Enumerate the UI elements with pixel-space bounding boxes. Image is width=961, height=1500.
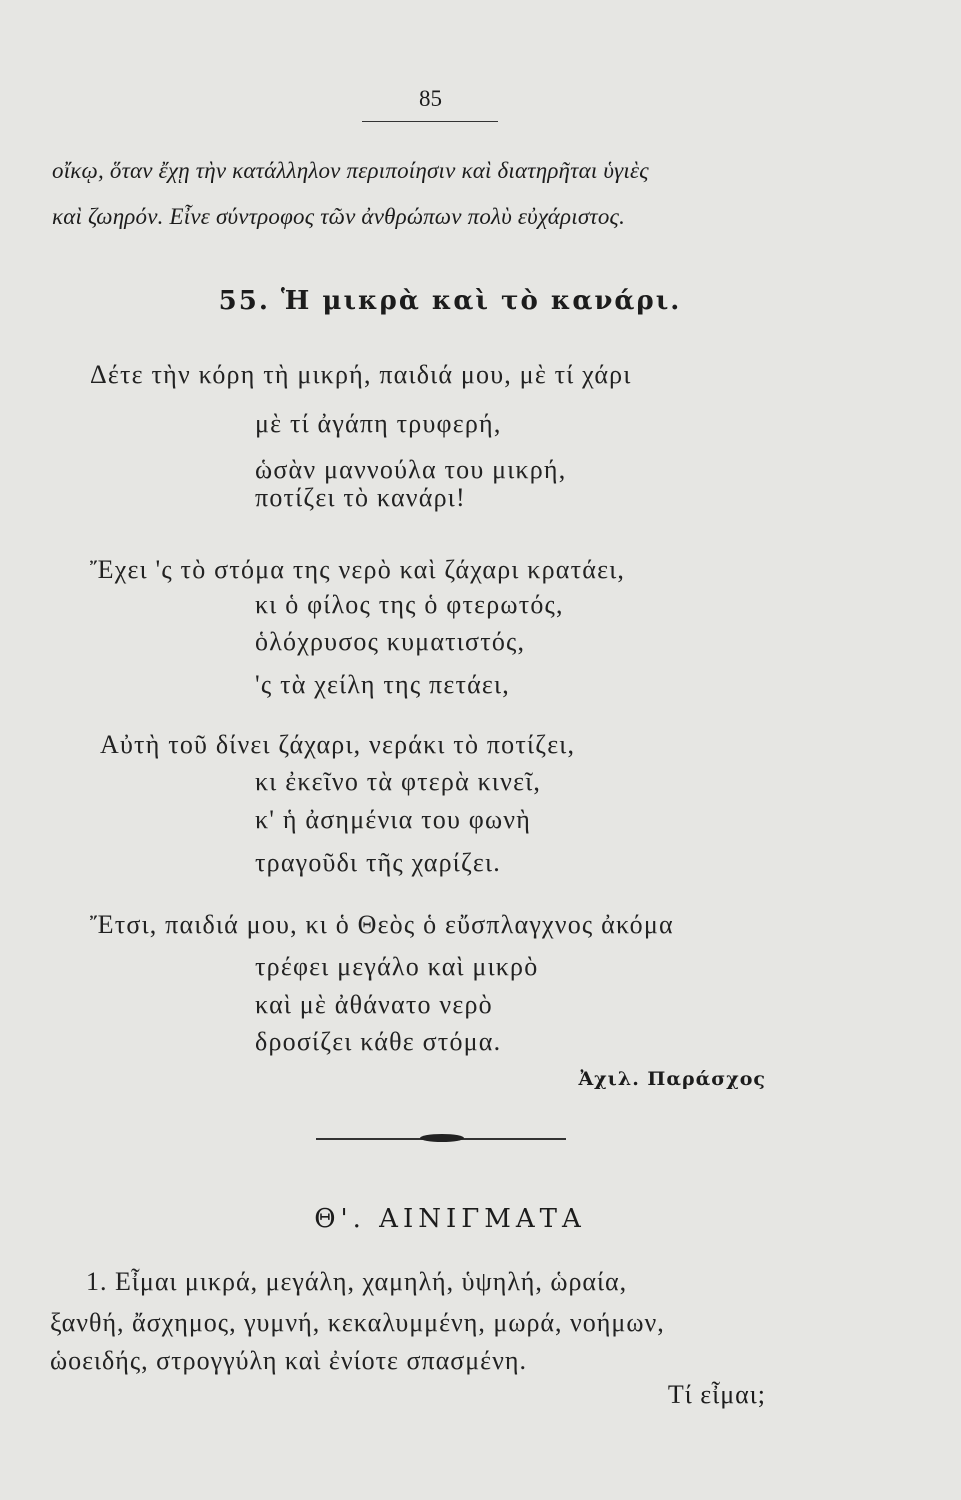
header-rule	[362, 121, 498, 122]
verse-line: δροσίζει κάθε στόμα.	[255, 1027, 502, 1056]
verse-line: κι ὁ φίλος της ὁ φτερωτός,	[255, 590, 564, 619]
verse-line: τρέφει μεγάλο καὶ μικρὸ	[255, 952, 539, 981]
section-divider-ornament	[316, 1137, 566, 1141]
riddle-question: Τί εἶμαι;	[667, 1380, 766, 1409]
verse-line: τραγοῦδι τῆς χαρίζει.	[255, 848, 501, 877]
verse-line: ὡσὰν μαννούλα του μικρή,	[255, 455, 567, 484]
riddle-line-3: ὡοειδής, στρογγύλη καὶ ἐνίοτε σπασμένη.	[50, 1346, 527, 1375]
poem-author: Ἀχιλ. Παράσχος	[578, 1068, 766, 1090]
verse-line: ὁλόχρυσος κυματιστός,	[255, 627, 526, 656]
verse-line: 'ς τὰ χείλη της πετάει,	[255, 670, 510, 699]
verse-line: ποτίζει τὸ κανάρι!	[255, 483, 466, 512]
poem-title: 55. Ἡ μικρὰ καὶ τὸ κανάρι.	[218, 286, 682, 316]
verse-line: καὶ μὲ ἀθάνατο νερὸ	[255, 990, 493, 1019]
verse-line: Αὐτὴ τοῦ δίνει ζάχαρι, νεράκι τὸ ποτίζει,	[100, 730, 576, 759]
verse-line: Δέτε τὴν κόρη τὴ μικρή, παιδιά μου, μὲ τί χάρι	[90, 360, 632, 389]
riddle-line-1: 1. Εἶμαι μικρά, μεγάλη, χαμηλή, ὑψηλή, ὡραία,	[86, 1267, 628, 1296]
section-heading: Θ'. ΑΙΝΙΓΜΑΤΑ	[314, 1204, 586, 1234]
verse-line: μὲ τί ἀγάπη τρυφερή,	[255, 409, 502, 438]
verse-line: Ἔχει 'ς τὸ στόμα της νερὸ καὶ ζάχαρι κρατάει,	[90, 555, 626, 584]
riddle-line-2: ξανθή, ἄσχημος, γυμνή, κεκαλυμμένη, μωρά, νοήμων,	[50, 1308, 665, 1337]
page-number: 85	[419, 86, 442, 111]
intro-line-2: καὶ ζωηρόν. Εἶνε σύντροφος τῶν ἀνθρώπων πολὺ εὐχάριστος.	[52, 204, 626, 229]
verse-line: κ' ἡ ἀσημένια του φωνὴ	[255, 805, 532, 834]
verse-line: κι ἐκεῖνο τὰ φτερὰ κινεῖ,	[255, 767, 542, 796]
intro-line-1: οἴκῳ, ὅταν ἔχῃ τὴν κατάλληλον περιποίησιν καὶ διατηρῆται ὑγιὲς	[52, 158, 649, 183]
verse-line: Ἔτσι, παιδιά μου, κι ὁ Θεὸς ὁ εὔσπλαγχνος ἀκόμα	[90, 910, 674, 939]
